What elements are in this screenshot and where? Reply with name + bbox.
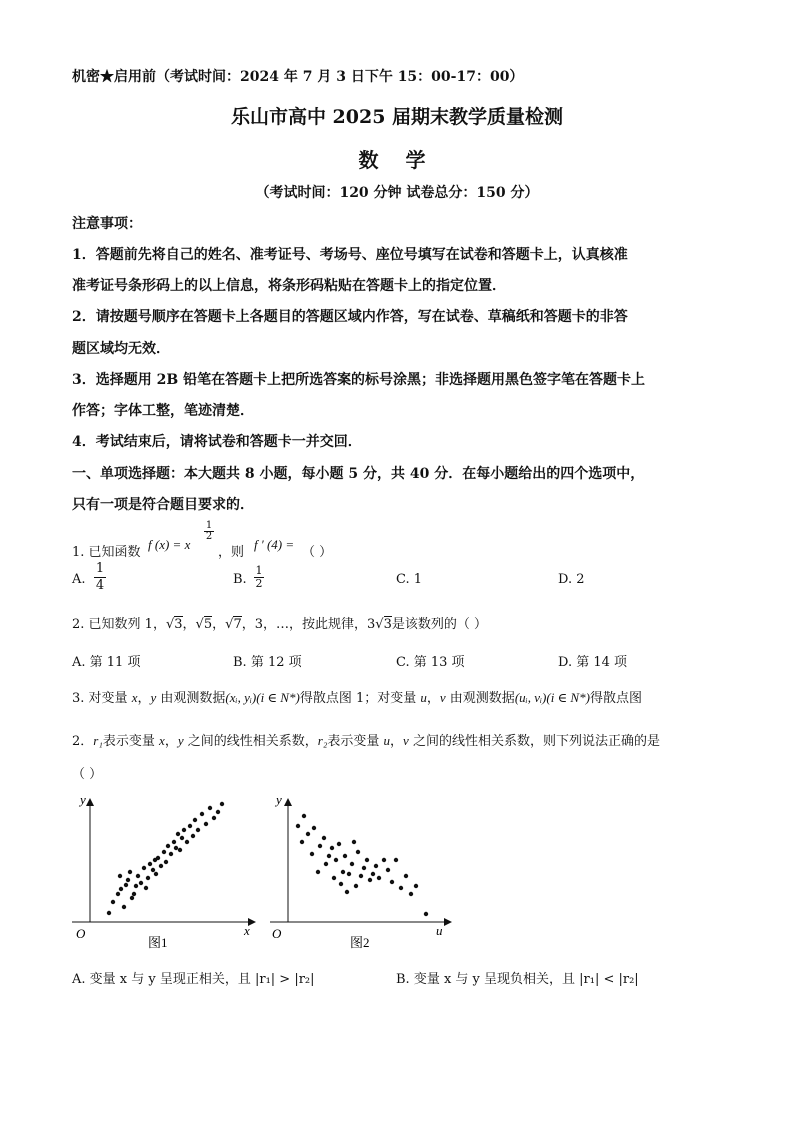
scatter-point xyxy=(126,878,130,882)
scatter-point xyxy=(107,911,111,915)
scatter-point xyxy=(310,852,314,856)
scatter-point xyxy=(216,810,220,814)
fig1-origin: O xyxy=(76,926,86,941)
fig2-origin: O xyxy=(272,926,282,941)
q3-text: 由观测数据 xyxy=(449,691,515,706)
scatter-point xyxy=(399,886,403,890)
q1-option-a-num: 1 xyxy=(95,561,105,576)
scatter-point xyxy=(188,824,192,828)
sqrt-symbol: √ xyxy=(225,617,234,632)
scatter-point xyxy=(169,852,173,856)
fig1-caption: 图1 xyxy=(148,935,168,950)
q3-option-b: B. 变量 x 与 y 呈现负相关，且 |r₁| < |r₂| xyxy=(396,972,639,987)
scatter-point xyxy=(174,846,178,850)
scatter-point xyxy=(124,883,128,887)
q1-mid: ，则 xyxy=(218,545,245,560)
fig2-caption: 图2 xyxy=(350,935,370,950)
scatter-point xyxy=(208,806,212,810)
scatter-point xyxy=(119,887,123,891)
var-x: x xyxy=(159,733,165,748)
notice-line: 1．答题前先将自己的姓名、准考证号、考场号、座位号填写在试卷和答题卡上，认真核准 xyxy=(72,247,628,263)
scatter-point xyxy=(159,864,163,868)
q3-option-a: A. 变量 x 与 y 呈现正相关，且 |r₁| > |r₂| xyxy=(72,972,315,987)
q1-function: f (x) = x xyxy=(148,537,191,552)
r1-symbol: r₁ xyxy=(93,733,103,748)
scatter-point xyxy=(111,900,115,904)
scatter-point xyxy=(118,874,122,878)
exam-title: 乐山市高中 2025 届期末教学质量检测 xyxy=(230,106,564,128)
sqrt-symbol: √ xyxy=(375,617,384,632)
q3-sep: ， xyxy=(137,691,151,706)
scatter-point xyxy=(132,892,136,896)
scatter-point xyxy=(334,858,338,862)
q3-text: 表示变量 xyxy=(327,734,380,749)
scatter-point xyxy=(339,882,343,886)
scatter-point xyxy=(362,866,366,870)
q1-exp-den: 2 xyxy=(205,531,213,542)
q1-option-a-fraction xyxy=(94,561,106,594)
scatter-point xyxy=(368,878,372,882)
scatter-point xyxy=(164,860,168,864)
scatter-point xyxy=(359,874,363,878)
q1-blank: （ ） xyxy=(302,545,333,560)
q3-line1 xyxy=(72,687,642,706)
scatter-point xyxy=(306,832,310,836)
scatter-point xyxy=(144,886,148,890)
q2-tail: ，3，…，按此规律， xyxy=(241,617,367,632)
q2-option-b: B. 第 12 项 xyxy=(233,655,302,670)
var-v: v xyxy=(403,733,409,748)
scatter-point xyxy=(352,840,356,844)
scatter-point xyxy=(345,890,349,894)
var-v: v xyxy=(439,690,446,705)
scatter-point xyxy=(148,862,152,866)
sqrt-symbol: √ xyxy=(165,617,175,632)
scatter-point xyxy=(151,868,155,872)
scatter-point xyxy=(212,816,216,820)
scatter-point xyxy=(365,858,369,862)
fig2-y-label: y xyxy=(276,792,282,807)
q2-end: 是该数列的（ ） xyxy=(391,617,487,632)
q3-data1: (xᵢ, yᵢ) xyxy=(225,690,257,705)
scatter-point xyxy=(382,858,386,862)
scatter-point xyxy=(316,870,320,874)
scatter-point xyxy=(193,818,197,822)
q3-cond2: (i ∈ N*) xyxy=(546,690,590,705)
scatter-point xyxy=(122,905,126,909)
scatter-point xyxy=(390,880,394,884)
scatter-point xyxy=(343,854,347,858)
q2-option-d: D. 第 14 项 xyxy=(558,655,628,670)
scatter-point xyxy=(180,836,184,840)
fig1-y-label: y xyxy=(80,792,86,807)
scatter-point xyxy=(322,836,326,840)
scatter-point xyxy=(409,892,413,896)
notice-line: 题区域均无效． xyxy=(72,341,170,357)
var-u: u xyxy=(383,733,391,748)
q3-text: 3. 对变量 xyxy=(72,691,128,706)
q1-exponent xyxy=(204,521,214,542)
q2-prefix: 2. 已知数列 1， xyxy=(72,617,166,632)
scatter-point xyxy=(128,870,132,874)
scatter-point xyxy=(324,862,328,866)
q1-option-c: C. 1 xyxy=(396,572,423,587)
q2-line: 2. 已知数列 1，√3，√5，√7，3，…，按此规律，3√3是该数列的（ ） xyxy=(72,617,487,632)
q3-cond1: (i ∈ N*) xyxy=(256,690,300,705)
scatter-point xyxy=(414,884,418,888)
q2-radicand-5: 5 xyxy=(203,617,213,632)
q3-text: 2． xyxy=(72,734,94,749)
scatter-point xyxy=(371,872,375,876)
var-y: y xyxy=(177,733,184,748)
scatter-point xyxy=(136,874,140,878)
scatter-point xyxy=(341,870,345,874)
q3-text: 之间的线性相关系数，则下列说法正确的是 xyxy=(412,734,660,749)
scatter-point xyxy=(166,844,170,848)
scatter-point xyxy=(296,824,300,828)
scatter-point xyxy=(318,844,322,848)
scatter-point xyxy=(172,840,176,844)
scatter-point xyxy=(146,876,150,880)
fig2-x-label: u xyxy=(436,923,443,938)
scatter-point xyxy=(300,840,304,844)
notice-line: 4．考试结束后，请将试卷和答题卡一并交回． xyxy=(72,434,362,450)
q1-option-a-den: 4 xyxy=(95,578,105,593)
section-heading: 一、单项选择题：本大题共 8 小题，每小题 5 分，共 40 分．在每小题给出的四个选项中， xyxy=(72,466,645,482)
q1-option-a-label: A. xyxy=(72,572,86,587)
q1-option-b-fraction xyxy=(254,565,264,590)
q3-text: 得散点图 1；对变量 xyxy=(299,691,417,706)
scatter-point xyxy=(350,862,354,866)
scatter-point xyxy=(394,858,398,862)
scatter-point xyxy=(176,832,180,836)
subject-title: 数 学 xyxy=(358,148,436,172)
scatter-point xyxy=(196,828,200,832)
scatter-point xyxy=(374,864,378,868)
q3-line2: 2．r₁表示变量 x，y 之间的线性相关系数，r₂表示变量 u，v 之间的线性相关系数，则下列说法正确的是 xyxy=(72,733,660,749)
scatter-point xyxy=(200,812,204,816)
scatter-point xyxy=(116,892,120,896)
q3-text: 由观测数据 xyxy=(160,691,226,706)
scatter-point xyxy=(312,826,316,830)
scatter-point xyxy=(327,854,331,858)
scatter-point xyxy=(332,876,336,880)
scatter-point xyxy=(347,872,351,876)
sqrt-symbol: √ xyxy=(195,617,204,632)
scatter-point xyxy=(204,822,208,826)
q1-exp-num: 1 xyxy=(205,520,213,531)
scatter-point xyxy=(185,840,189,844)
scatter-figures xyxy=(66,790,456,955)
q3-sep: ， xyxy=(426,691,440,706)
q2-radicand-3: 3 xyxy=(174,617,183,632)
q1-option-b-den: 2 xyxy=(255,577,263,590)
scatter-point xyxy=(162,850,166,854)
scatter-point xyxy=(377,876,381,880)
scatter-point xyxy=(182,828,186,832)
q3-blank: （ ） xyxy=(72,767,103,782)
q3-text: 表示变量 xyxy=(102,734,155,749)
q1-option-b-label: B. xyxy=(233,572,247,587)
q2-radicand-7: 7 xyxy=(233,617,242,632)
fig1-points xyxy=(107,802,224,915)
scatter-point xyxy=(191,834,195,838)
scatter-point xyxy=(134,884,138,888)
notice-line: 准考证号条形码上的以上信息，将条形码粘贴在答题卡上的指定位置． xyxy=(72,278,506,294)
notice-line: 作答；字体工整，笔迹清楚． xyxy=(72,403,254,419)
fig2-points xyxy=(296,814,428,916)
fig1-x-label: x xyxy=(244,923,250,938)
scatter-point xyxy=(154,872,158,876)
q2-option-c: C. 第 13 项 xyxy=(396,655,465,670)
q2-option-a: A. 第 11 项 xyxy=(72,655,141,670)
scatter-point xyxy=(424,912,428,916)
q3-text: 之间的线性相关系数， xyxy=(187,734,318,749)
scatter-point xyxy=(354,884,358,888)
notice-line: 3．选择题用 2B 铅笔在答题卡上把所选答案的标号涂黑；非选择题用黑色签字笔在答题卡上 xyxy=(72,372,646,388)
var-x: x xyxy=(131,690,138,705)
scatter-point xyxy=(386,868,390,872)
q1-prefix: 1. 已知函数 xyxy=(72,545,141,560)
q1-derivative: f ′ (4) = xyxy=(254,537,295,552)
scatter-point xyxy=(139,881,143,885)
r2-symbol: r₂ xyxy=(317,733,328,748)
scatter-point xyxy=(178,848,182,852)
exam-info: （考试时间：120 分钟 试卷总分：150 分） xyxy=(255,185,539,201)
scatter-point xyxy=(356,850,360,854)
scatter-point xyxy=(156,856,160,860)
q1-option-b-num: 1 xyxy=(255,564,263,577)
var-u: u xyxy=(420,690,427,705)
q2-radicand-3b: 3 xyxy=(383,617,392,632)
scatter-point xyxy=(337,842,341,846)
q3-text: 得散点图 xyxy=(589,691,642,706)
scatter-point xyxy=(142,866,146,870)
notice-line: 2．请按题号顺序在答题卡上各题目的答题区域内作答，写在试卷、草稿纸和答题卡的非答 xyxy=(72,309,628,325)
scatter-point xyxy=(302,814,306,818)
var-y: y xyxy=(150,690,157,705)
scatter-point xyxy=(130,896,134,900)
scatter-point xyxy=(404,874,408,878)
scatter-point xyxy=(330,846,334,850)
q2-coef: 3 xyxy=(367,617,376,632)
q1-option-d: D. 2 xyxy=(558,572,585,587)
notice-heading: 注意事项： xyxy=(72,216,142,232)
section-heading-cont: 只有一项是符合题目要求的． xyxy=(72,497,254,513)
confidential-line: 机密★启用前（考试时间：2024 年 7 月 3 日下午 15：00-17：00） xyxy=(72,69,524,85)
q3-data2: (uᵢ, vᵢ) xyxy=(514,690,547,705)
scatter-point xyxy=(220,802,224,806)
